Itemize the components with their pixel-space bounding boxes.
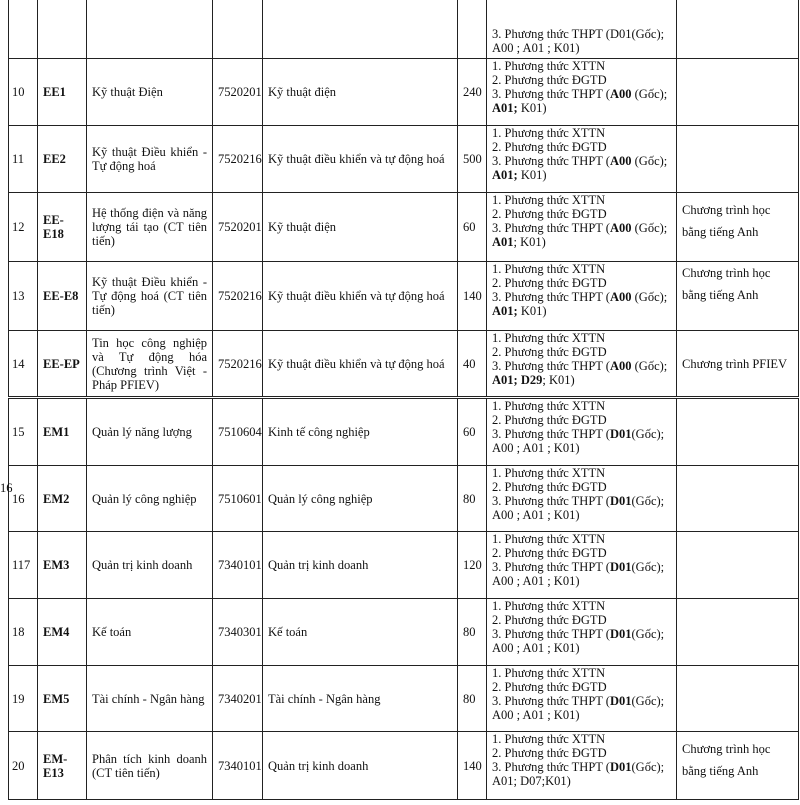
table-row — [9, 262, 799, 331]
method-text: A01; — [492, 101, 518, 115]
method-cell — [487, 532, 677, 599]
method-text: K01) — [517, 101, 547, 115]
method-text: A00 ; A01 ; K01) — [492, 508, 580, 522]
method-line — [492, 613, 671, 627]
method-text: 2. Phương thức ĐGTD — [492, 680, 607, 694]
code-cell: EE-EP — [38, 331, 87, 398]
quota-cell: 80 — [458, 599, 487, 666]
table-row — [9, 193, 799, 262]
method-line — [492, 480, 671, 494]
name-cell: Tin học công nghiệp và Tự động hóa (Chương trình Việt - Pháp PFIEV) — [87, 331, 213, 398]
method-text: 1. Phương thức XTTN — [492, 262, 606, 276]
major-code-cell: 7520201 — [213, 59, 263, 126]
method-text: A00 — [609, 154, 632, 168]
note-cell — [677, 126, 799, 193]
code-cell: EM5 — [38, 666, 87, 732]
method-text: 1. Phương thức XTTN — [492, 399, 606, 413]
code-cell: EM2 — [38, 466, 87, 532]
method-line — [492, 760, 671, 774]
major-name-cell: Tài chính - Ngân hàng — [263, 666, 458, 732]
major-name-cell: Kỹ thuật điện — [263, 59, 458, 126]
method-line — [492, 466, 671, 480]
method-text: A01; — [492, 304, 518, 318]
method-line — [492, 599, 671, 613]
major-name-cell: Kinh tế công nghiệp — [263, 398, 458, 466]
code-cell: EE2 — [38, 126, 87, 193]
method-text: 1. Phương thức XTTN — [492, 532, 606, 546]
method-text: A00 ; A01 ; K01) — [492, 41, 580, 55]
method-text: (Gốc); — [631, 359, 668, 373]
method-line — [492, 774, 671, 788]
note-cell: Chương trình học bằng tiếng Anh — [677, 262, 799, 331]
method-text: 3. Phương thức THPT ( — [492, 154, 610, 168]
method-text: 3. Phương thức THPT (D01(Gốc); — [492, 27, 665, 41]
method-cell — [487, 193, 677, 262]
code-cell: EE1 — [38, 59, 87, 126]
method-line — [492, 373, 671, 387]
method-text: 1. Phương thức XTTN — [492, 126, 606, 140]
stt-cell: 117 — [9, 532, 38, 599]
stt-cell: 11 — [9, 126, 38, 193]
quota-cell: 40 — [458, 331, 487, 398]
note-cell — [677, 466, 799, 532]
method-text: D01 — [609, 494, 632, 508]
method-text: 1. Phương thức XTTN — [492, 666, 606, 680]
method-line — [492, 746, 671, 760]
method-line — [492, 193, 671, 207]
name-cell: Hệ thống điện và năng lượng tái tạo (CT tiên tiến) — [87, 193, 213, 262]
method-line — [492, 708, 671, 722]
stt-cell: 12 — [9, 193, 38, 262]
method-text: 2. Phương thức ĐGTD — [492, 73, 607, 87]
method-text: 3. Phương thức THPT ( — [492, 221, 610, 235]
method-text: 2. Phương thức ĐGTD — [492, 746, 607, 760]
code-cell: EM- E13 — [38, 732, 87, 800]
quota-cell: 120 — [458, 532, 487, 599]
method-text: 2. Phương thức ĐGTD — [492, 480, 607, 494]
name-cell: Quản trị kinh doanh — [87, 532, 213, 599]
table-row — [9, 732, 799, 800]
note-cell — [677, 398, 799, 466]
method-line — [492, 427, 671, 441]
code-cell: EE- E18 — [38, 193, 87, 262]
major-name-cell: Kỹ thuật điều khiển và tự động hoá — [263, 262, 458, 331]
table-row-continued — [9, 0, 799, 59]
stt-cell: 20 — [9, 732, 38, 800]
code-cell: EM1 — [38, 398, 87, 466]
method-line — [492, 304, 671, 318]
method-text: A00 ; A01 ; K01) — [492, 574, 580, 588]
major-code-cell: 7340301 — [213, 599, 263, 666]
major-code-cell — [213, 0, 263, 59]
method-line — [492, 126, 671, 140]
method-text: 3. Phương thức THPT ( — [492, 359, 610, 373]
name-cell — [87, 0, 213, 59]
method-cell — [487, 0, 677, 59]
method-line — [492, 221, 671, 235]
page-margin-marker: 16 — [0, 481, 13, 495]
note-cell: Chương trình PFIEV — [677, 331, 799, 398]
method-text: D01 — [609, 627, 632, 641]
major-name-cell: Kỹ thuật điều khiển và tự động hoá — [263, 126, 458, 193]
name-cell: Tài chính - Ngân hàng — [87, 666, 213, 732]
method-line — [492, 87, 671, 101]
quota-cell: 80 — [458, 666, 487, 732]
method-line — [492, 627, 671, 641]
method-line — [492, 207, 671, 221]
name-cell: Quản lý công nghiệp — [87, 466, 213, 532]
major-code-cell: 7510601 — [213, 466, 263, 532]
name-cell: Kế toán — [87, 599, 213, 666]
major-name-cell: Kỹ thuật điện — [263, 193, 458, 262]
major-code-cell: 7520216 — [213, 126, 263, 193]
method-text: A00 ; A01 ; K01) — [492, 708, 580, 722]
quota-cell: 60 — [458, 193, 487, 262]
method-line — [492, 666, 671, 680]
table-row — [9, 331, 799, 398]
method-text: 2. Phương thức ĐGTD — [492, 140, 607, 154]
method-text: 3. Phương thức THPT ( — [492, 760, 610, 774]
method-cell — [487, 331, 677, 398]
method-text: 3. Phương thức THPT ( — [492, 290, 610, 304]
method-text: 3. Phương thức THPT ( — [492, 560, 610, 574]
method-line — [492, 508, 671, 522]
name-cell: Phân tích kinh doanh (CT tiên tiến) — [87, 732, 213, 800]
major-name-cell: Quản trị kinh doanh — [263, 732, 458, 800]
method-text: 3. Phương thức THPT ( — [492, 694, 610, 708]
note-cell: Chương trình học bằng tiếng Anh — [677, 193, 799, 262]
method-text: 3. Phương thức THPT ( — [492, 427, 610, 441]
method-text: A01; D07;K01) — [492, 774, 571, 788]
method-line — [492, 290, 671, 304]
method-line — [492, 73, 671, 87]
note-cell — [677, 59, 799, 126]
stt-cell — [9, 0, 38, 59]
name-cell: Kỹ thuật Điều khiển - Tự động hoá (CT tiên tiến) — [87, 262, 213, 331]
method-text: 3. Phương thức THPT ( — [492, 494, 610, 508]
method-line — [492, 235, 671, 249]
method-line — [492, 546, 671, 560]
note-cell — [677, 532, 799, 599]
method-text: 3. Phương thức THPT ( — [492, 627, 610, 641]
major-name-cell: Quản lý công nghiệp — [263, 466, 458, 532]
name-cell: Kỹ thuật Điện — [87, 59, 213, 126]
quota-cell: 240 — [458, 59, 487, 126]
quota-cell — [458, 0, 487, 59]
major-code-cell: 7510604 — [213, 398, 263, 466]
quota-cell: 80 — [458, 466, 487, 532]
quota-cell: 60 — [458, 398, 487, 466]
major-code-cell: 7520201 — [213, 193, 263, 262]
table-row — [9, 666, 799, 732]
method-line — [492, 732, 671, 746]
method-line — [492, 331, 671, 345]
method-line — [492, 680, 671, 694]
name-cell: Kỹ thuật Điều khiển - Tự động hoá — [87, 126, 213, 193]
method-text: A00 ; A01 ; K01) — [492, 441, 580, 455]
stt-cell: 10 — [9, 59, 38, 126]
method-text: D01 — [609, 427, 632, 441]
quota-cell: 500 — [458, 126, 487, 193]
method-text: 2. Phương thức ĐGTD — [492, 413, 607, 427]
method-line — [492, 140, 671, 154]
method-line — [492, 41, 671, 55]
method-text: 2. Phương thức ĐGTD — [492, 613, 607, 627]
method-line — [492, 359, 671, 373]
method-text: A01; — [492, 168, 518, 182]
method-text: 3. Phương thức THPT ( — [492, 87, 610, 101]
method-text: (Gốc); — [631, 427, 665, 441]
method-text: A00 — [609, 87, 632, 101]
method-cell — [487, 398, 677, 466]
method-text: K01) — [517, 168, 547, 182]
method-cell — [487, 59, 677, 126]
admissions-table — [8, 0, 799, 800]
method-line — [492, 399, 671, 413]
method-text: A00 — [609, 290, 632, 304]
method-text: 2. Phương thức ĐGTD — [492, 345, 607, 359]
method-line — [492, 560, 671, 574]
method-line — [492, 494, 671, 508]
method-text: (Gốc); — [631, 290, 668, 304]
method-line — [492, 154, 671, 168]
method-text: D01 — [609, 694, 632, 708]
method-line — [492, 641, 671, 655]
code-cell: EM3 — [38, 532, 87, 599]
method-text: A00 ; A01 ; K01) — [492, 641, 580, 655]
method-cell — [487, 599, 677, 666]
method-text: (Gốc); — [631, 87, 668, 101]
major-code-cell: 7340201 — [213, 666, 263, 732]
method-line — [492, 441, 671, 455]
table-row — [9, 126, 799, 193]
method-text: (Gốc); — [631, 154, 668, 168]
method-line — [492, 532, 671, 546]
stt-cell: 14 — [9, 331, 38, 398]
quota-cell: 140 — [458, 262, 487, 331]
method-text: (Gốc); — [631, 694, 665, 708]
method-cell — [487, 666, 677, 732]
method-cell — [487, 262, 677, 331]
table-row — [9, 466, 799, 532]
method-text: (Gốc); — [631, 560, 665, 574]
major-code-cell: 7340101 — [213, 732, 263, 800]
method-cell — [487, 466, 677, 532]
method-text: (Gốc); — [631, 627, 665, 641]
method-line — [492, 262, 671, 276]
method-cell — [487, 126, 677, 193]
method-text: A00 — [609, 221, 632, 235]
method-text: (Gốc); — [631, 221, 668, 235]
code-cell: EE-E8 — [38, 262, 87, 331]
method-line — [492, 574, 671, 588]
major-code-cell: 7520216 — [213, 262, 263, 331]
method-text: 2. Phương thức ĐGTD — [492, 207, 607, 221]
note-cell: Chương trình học bằng tiếng Anh — [677, 732, 799, 800]
method-text: 1. Phương thức XTTN — [492, 466, 606, 480]
method-line — [492, 27, 671, 41]
table-row — [9, 59, 799, 126]
method-line — [492, 59, 671, 73]
note-cell — [677, 0, 799, 59]
major-name-cell: Kế toán — [263, 599, 458, 666]
stt-cell: 15 — [9, 398, 38, 466]
method-text: D01 — [609, 560, 632, 574]
method-text: A01 — [492, 235, 514, 249]
method-text: 2. Phương thức ĐGTD — [492, 546, 607, 560]
method-text: 1. Phương thức XTTN — [492, 193, 606, 207]
method-line — [492, 168, 671, 182]
quota-cell: 140 — [458, 732, 487, 800]
code-cell: EM4 — [38, 599, 87, 666]
method-text: 2. Phương thức ĐGTD — [492, 276, 607, 290]
method-text: ; K01) — [513, 235, 546, 249]
major-name-cell: Kỹ thuật điều khiển và tự động hoá — [263, 331, 458, 398]
method-text: K01) — [517, 304, 547, 318]
method-cell — [487, 732, 677, 800]
table-row — [9, 532, 799, 599]
major-code-cell: 7340101 — [213, 532, 263, 599]
major-name-cell — [263, 0, 458, 59]
note-cell — [677, 666, 799, 732]
method-line — [492, 345, 671, 359]
method-text: (Gốc); — [631, 494, 665, 508]
method-text: ; K01) — [542, 373, 575, 387]
method-line — [492, 413, 671, 427]
stt-cell: 16 — [9, 466, 38, 532]
method-text: (Gốc); — [631, 760, 665, 774]
method-line — [492, 276, 671, 290]
method-line — [492, 694, 671, 708]
note-cell — [677, 599, 799, 666]
method-text: 1. Phương thức XTTN — [492, 331, 606, 345]
method-text: D01 — [609, 760, 632, 774]
method-text: A00 — [609, 359, 632, 373]
method-text: A01; D29 — [492, 373, 543, 387]
major-name-cell: Quản trị kinh doanh — [263, 532, 458, 599]
code-cell — [38, 0, 87, 59]
method-text: 1. Phương thức XTTN — [492, 59, 606, 73]
major-code-cell: 7520216 — [213, 331, 263, 398]
method-line — [492, 101, 671, 115]
stt-cell: 13 — [9, 262, 38, 331]
table-row — [9, 599, 799, 666]
table-row — [9, 398, 799, 466]
method-text: 1. Phương thức XTTN — [492, 599, 606, 613]
stt-cell: 19 — [9, 666, 38, 732]
stt-cell: 18 — [9, 599, 38, 666]
name-cell: Quản lý năng lượng — [87, 398, 213, 466]
method-text: 1. Phương thức XTTN — [492, 732, 606, 746]
